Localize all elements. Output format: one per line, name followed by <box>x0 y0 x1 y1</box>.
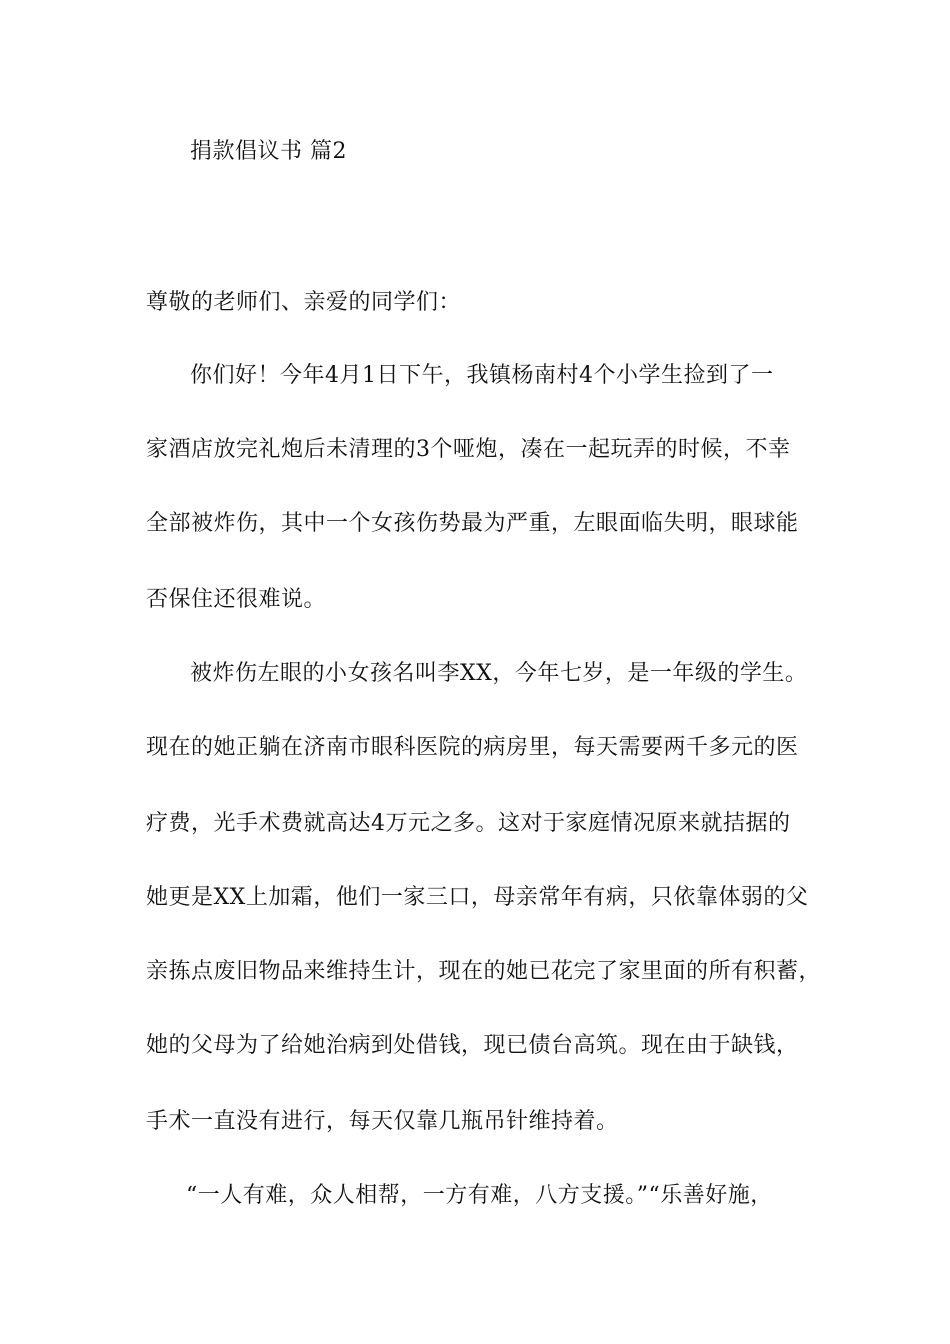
paragraph-line: 现在的她正躺在济南市眼科医院的病房里，每天需要两千多元的医 <box>146 735 799 760</box>
paragraph-line: 家酒店放完礼炮后未清理的3个哑炮，凑在一起玩弄的时候，不幸 <box>146 437 791 462</box>
paragraph-line: 她的父母为了给她治病到处借钱，现已债台高筑。现在由于缺钱， <box>146 1033 799 1058</box>
paragraph-line: 全部被炸伤，其中一个女孩伤势最为严重，左眼面临失明，眼球能 <box>146 511 799 536</box>
paragraph-line: 被炸伤左眼的小女孩名叫李XX，今年七岁，是一年级的学生。 <box>190 661 808 686</box>
document-title: 捐款倡议书 篇2 <box>190 139 347 164</box>
salutation: 尊敬的老师们、亲爱的同学们： <box>146 290 462 315</box>
paragraph-line: 否保住还很难说。 <box>146 587 327 612</box>
paragraph-line: 手术一直没有进行，每天仅靠几瓶吊针维持着。 <box>146 1109 619 1134</box>
paragraph-line: 她更是XX上加霜，他们一家三口，母亲常年有病，只依靠体弱的父 <box>146 885 809 910</box>
paragraph-line: “一人有难，众人相帮，一方有难，八方支援。”“乐善好施， <box>186 1183 773 1208</box>
paragraph-line: 疗费，光手术费就高达4万元之多。这对于家庭情况原来就拮据的 <box>146 811 791 836</box>
paragraph-line: 你们好！今年4月1日下午，我镇杨南村4个小学生捡到了一 <box>190 363 774 388</box>
paragraph-line: 亲拣点废旧物品来维持生计，现在的她已花完了家里面的所有积蓄， <box>146 959 822 984</box>
